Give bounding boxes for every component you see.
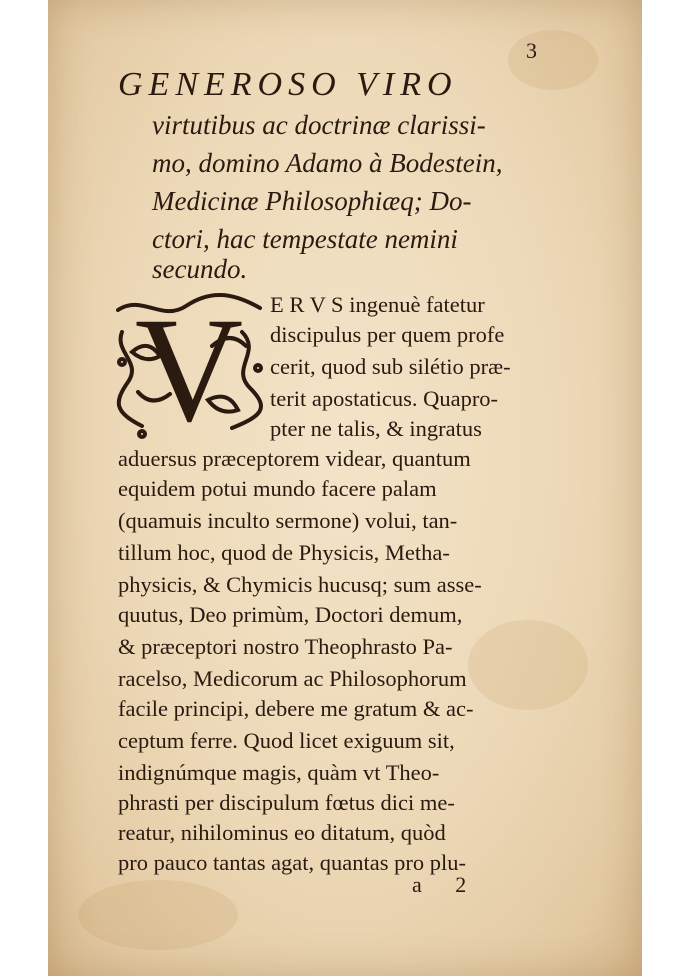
dedication-line: secundo. [152, 254, 248, 284]
text-line: equidem potui mundo facere palam [118, 476, 437, 501]
text-line: indignúmque magis, quàm vt Theo- [118, 760, 440, 785]
text-line: aduersus præceptorem videar, quantum [118, 446, 471, 471]
text-line: (quamuis inculto sermone) volui, tan- [118, 508, 458, 533]
text-line: E R V S ingenuè fatetur [270, 292, 485, 317]
text-line: cerit, quod sub silétio præ- [270, 354, 511, 379]
dedication-line: ctori, hac tempestate nemini [152, 224, 458, 254]
signature-mark: a 2 [412, 872, 481, 897]
text-line: discipulus per quem profe [270, 322, 505, 347]
decorated-initial [112, 292, 266, 440]
dedication-heading: GENEROSO VIRO [118, 66, 458, 103]
text-line: terit apostaticus. Quapro- [270, 386, 499, 411]
dedication-line: Medicinæ Philosophiæq; Do- [152, 186, 472, 216]
text-line: racelso, Medicorum ac Philosophorum [118, 666, 467, 691]
text-line: ceptum ferre. Quod licet exiguum sit, [118, 728, 455, 753]
paper-stain [468, 620, 588, 710]
paper-stain [508, 30, 598, 90]
text-line: phrasti per discipulum fœtus dici me- [118, 790, 455, 815]
page-number: 3 [526, 38, 537, 63]
text-line: quutus, Deo primùm, Doctori demum, [118, 602, 463, 627]
initial-letter: V [134, 292, 244, 440]
text-line: pro pauco tantas agat, quantas pro plu- [118, 850, 467, 875]
text-line: reatur, nihilominus eo ditatum, quòd [118, 820, 446, 845]
text-line: tillum hoc, quod de Physicis, Metha- [118, 540, 450, 565]
text-line: & præceptori nostro Theophrasto Pa- [118, 634, 453, 659]
text-line: physicis, & Chymicis hucusq; sum asse- [118, 572, 482, 597]
dedication-line: virtutibus ac doctrinæ clarissi- [152, 110, 486, 140]
ornament-vine-icon [112, 292, 266, 440]
text-line: pter ne talis, & ingratus [270, 416, 482, 441]
text-line: facile principi, debere me gratum & ac- [118, 696, 474, 721]
paper-stain [78, 880, 238, 950]
dedication-line: mo, domino Adamo à Bodestein, [152, 148, 503, 178]
